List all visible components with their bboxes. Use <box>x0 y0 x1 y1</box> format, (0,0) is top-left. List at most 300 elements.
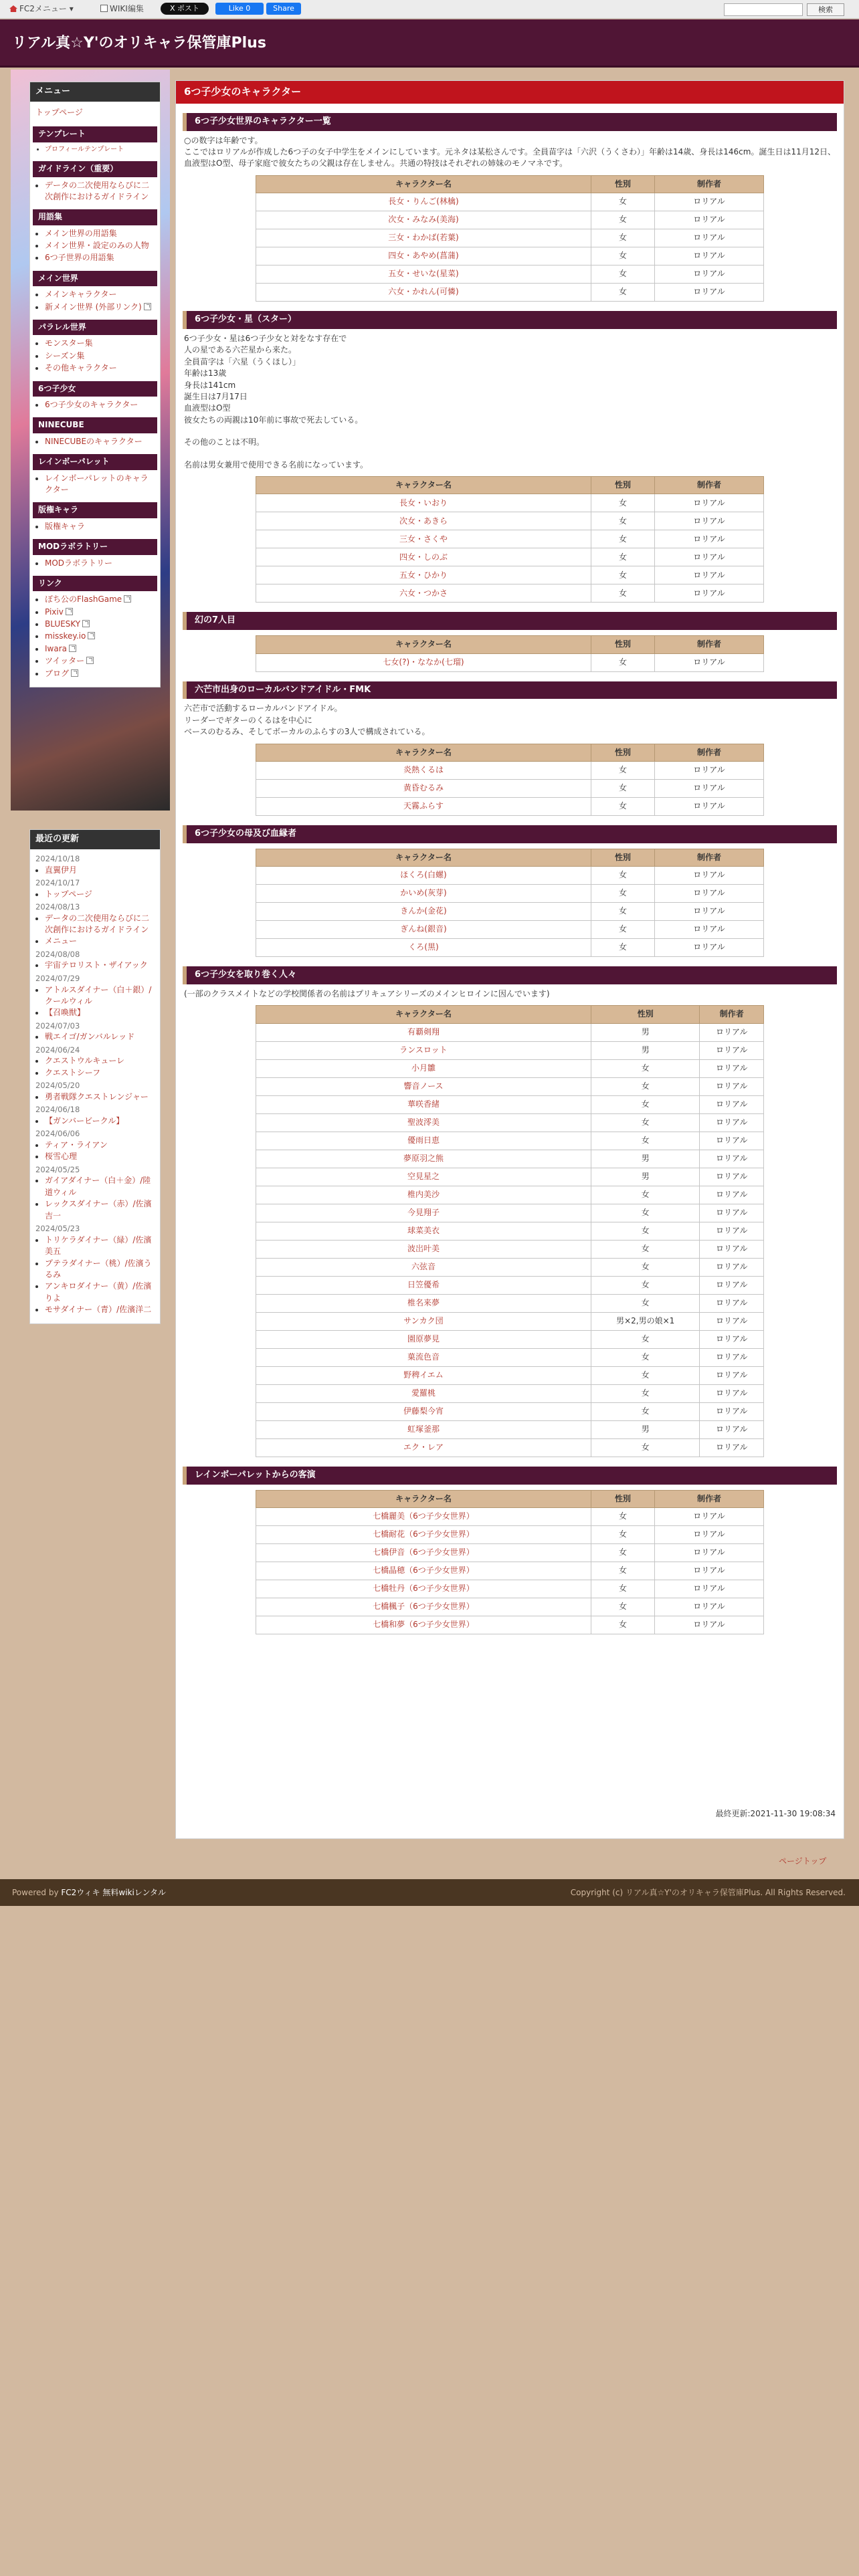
menu-item <box>45 252 156 263</box>
creator-cell: ロリアル <box>655 548 764 566</box>
character-link[interactable]: 七橋楓子（6つ子少女世界） <box>373 1602 474 1612</box>
table-header-row <box>256 476 764 494</box>
character-link[interactable]: ランスロット <box>399 1045 448 1055</box>
recent-link[interactable]: ガイアダイナー（白＋金）/陸道ウィル <box>45 1176 151 1197</box>
character-link[interactable]: 六女・かれん(可憐) <box>388 287 459 297</box>
character-link[interactable]: 菓流色音 <box>407 1352 440 1362</box>
character-link[interactable]: 天霧ふらす <box>403 801 444 811</box>
table-row <box>256 1132 764 1150</box>
gender-cell: 男 <box>591 1023 700 1041</box>
table-row <box>256 548 764 566</box>
character-name-cell <box>256 1562 591 1580</box>
character-name-cell <box>256 1240 591 1258</box>
menu-item <box>45 350 156 362</box>
character-link[interactable]: 椎内美沙 <box>407 1190 440 1200</box>
table-row <box>256 1150 764 1168</box>
menu-heading: メニュー <box>30 82 160 102</box>
creator-cell: ロリアル <box>655 265 764 284</box>
gender-cell: 女 <box>591 939 654 957</box>
menu-group-title: テンプレート <box>33 126 157 142</box>
character-table <box>256 1005 764 1457</box>
creator-cell: ロリアル <box>700 1222 764 1240</box>
menu-link[interactable]: モンスター集 <box>45 338 93 348</box>
recent-item <box>45 889 156 900</box>
character-link[interactable]: ほくろ(白螺) <box>400 870 447 880</box>
external-link-icon <box>144 303 151 310</box>
recent-link[interactable]: データの二次使用ならびに二次創作におけるガイドライン <box>45 913 150 935</box>
table-header: 性別 <box>591 175 654 193</box>
menu-link[interactable]: BLUESKY <box>45 619 81 629</box>
character-link[interactable]: くろ(黒) <box>408 942 439 952</box>
character-link[interactable]: 今見翔子 <box>407 1208 440 1218</box>
table-row <box>256 1526 764 1544</box>
character-name-cell <box>256 1616 591 1634</box>
table-header: キャラクター名 <box>256 849 591 866</box>
menu-link[interactable]: Pixiv <box>45 607 64 617</box>
character-link[interactable]: 七橋耐花（6つ子少女世界） <box>373 1529 474 1539</box>
recent-link[interactable]: クエストウルキューレ <box>45 1056 125 1066</box>
menu-item <box>45 228 156 239</box>
table-header-row <box>256 1006 764 1023</box>
wiki-icon <box>100 5 108 12</box>
gender-cell: 女 <box>591 1438 700 1457</box>
recent-items <box>30 913 160 948</box>
table-row <box>256 193 764 211</box>
external-link-icon <box>71 669 78 677</box>
table-header: キャラクター名 <box>256 1006 591 1023</box>
creator-cell: ロリアル <box>655 1544 764 1562</box>
character-table <box>256 849 764 957</box>
character-link[interactable]: 三女・さくや <box>399 534 448 544</box>
recent-item <box>45 1007 156 1018</box>
gender-cell: 女 <box>591 903 654 921</box>
gender-cell: 女 <box>591 867 654 885</box>
menu-link[interactable]: プロフィールテンプレート <box>45 145 124 153</box>
character-name-cell <box>256 1402 591 1420</box>
section-heading: 6つ子少女の母及び血縁者 <box>183 825 837 843</box>
table-row <box>256 1023 764 1041</box>
creator-cell: ロリアル <box>700 1258 764 1276</box>
recent-link[interactable]: プテラダイナー（桃）/佐濱うるみ <box>45 1258 152 1279</box>
table-row <box>256 1508 764 1526</box>
table-row <box>256 1366 764 1384</box>
table-row <box>256 1204 764 1222</box>
gender-cell: 男 <box>591 1150 700 1168</box>
character-name-cell <box>256 1258 591 1276</box>
menu-link[interactable]: メイン世界の用語集 <box>45 228 117 238</box>
character-link[interactable]: 響音ノース <box>403 1081 444 1091</box>
facebook-share-button[interactable]: Share <box>266 3 301 15</box>
creator-cell: ロリアル <box>655 512 764 530</box>
character-link[interactable]: 六女・つかさ <box>399 588 448 598</box>
section-heading: 幻の7人目 <box>183 612 837 630</box>
character-link[interactable]: 炎熱くるは <box>403 765 444 775</box>
character-link[interactable]: 五女・せいな(星菜) <box>388 269 459 279</box>
character-link[interactable]: 四女・あやめ(菖蒲) <box>388 251 459 261</box>
character-name-cell <box>256 1168 591 1186</box>
last-updated: 最終更新:2021-11-30 19:08:34 <box>715 1808 836 1818</box>
recent-date: 2024/07/29 <box>35 973 80 983</box>
fc2-menu[interactable] <box>9 3 74 15</box>
character-name-cell <box>256 1544 591 1562</box>
recent-item <box>45 1140 156 1151</box>
external-link-icon <box>86 657 94 664</box>
character-name-cell <box>256 1598 591 1616</box>
table-header: 性別 <box>591 1006 700 1023</box>
character-name-cell <box>256 653 591 671</box>
character-link[interactable]: 伊藤梨今宵 <box>403 1406 444 1416</box>
recent-date: 2024/10/17 <box>35 877 80 887</box>
character-link[interactable]: 長女・りんご(林檎) <box>388 197 459 207</box>
recent-link[interactable]: ティア・ライアン <box>45 1140 108 1150</box>
character-link[interactable]: 七女(?)・ななか(七瑠) <box>383 657 464 667</box>
character-link[interactable]: 野稗イエム <box>403 1370 444 1380</box>
creator-cell: ロリアル <box>700 1023 764 1041</box>
menu-link[interactable]: レインボーパレットのキャラクター <box>45 473 149 494</box>
recent-item <box>45 1091 156 1103</box>
menu-top-link[interactable]: トップページ <box>35 107 83 117</box>
text-line: リーダーでギターのくるはを中心に <box>184 715 312 725</box>
section-text <box>176 135 844 170</box>
table-row <box>256 903 764 921</box>
recent-link[interactable]: 【ガンバービークル】 <box>45 1115 124 1125</box>
text-line: ○の数字は年齢です。 <box>184 135 263 145</box>
menu-group-title: レインボーパレット <box>33 454 157 469</box>
table-header: 制作者 <box>655 636 764 653</box>
gender-cell: 女 <box>591 1598 654 1616</box>
table-row <box>256 1348 764 1366</box>
recent-items <box>30 984 160 1019</box>
footer-brand-link[interactable]: FC2ウィキ 無料wikiレンタル <box>61 1888 167 1897</box>
character-link[interactable]: 次女・あきら <box>399 516 448 526</box>
table-row <box>256 921 764 939</box>
fc2-menu-label: FC2メニュー ▾ <box>19 4 74 13</box>
character-link[interactable]: 日笠優希 <box>407 1280 440 1290</box>
menu-group-list <box>30 228 160 264</box>
creator-cell: ロリアル <box>655 530 764 548</box>
gender-cell: 女 <box>591 1077 700 1095</box>
text-line: 人の星である六芒星から来た。 <box>184 345 297 355</box>
recent-link[interactable]: アンキロダイナー（黄）/佐濱りよ <box>45 1281 152 1303</box>
character-name-cell <box>256 1186 591 1204</box>
character-link[interactable]: サンカク団 <box>403 1316 444 1326</box>
recent-link[interactable]: トップページ <box>45 889 92 899</box>
character-link[interactable]: 七橋麗美（6つ子少女世界） <box>373 1511 474 1521</box>
recent-list <box>30 853 160 1316</box>
character-link[interactable]: ぎんね(銀音) <box>400 924 447 934</box>
character-link[interactable]: 華咲香緒 <box>407 1099 440 1109</box>
creator-cell: ロリアル <box>655 229 764 247</box>
table-row <box>256 1222 764 1240</box>
menu-link[interactable]: メイン世界・設定のみの人物 <box>45 241 149 251</box>
gender-cell: 女 <box>591 1113 700 1132</box>
table-header-row <box>256 744 764 761</box>
recent-item <box>45 1055 156 1067</box>
character-name-cell <box>256 265 591 284</box>
x-post-button[interactable]: X ポスト <box>161 3 209 15</box>
text-line: 血液型はO型 <box>184 403 231 413</box>
creator-cell: ロリアル <box>700 1113 764 1132</box>
character-link[interactable]: 小月雛 <box>411 1063 436 1073</box>
recent-heading: 最近の更新 <box>30 830 160 849</box>
creator-cell: ロリアル <box>700 1330 764 1348</box>
menu-group-title: NINECUBE <box>33 417 157 433</box>
table-row <box>256 1420 764 1438</box>
menu-group-list <box>30 594 160 679</box>
table-row <box>256 885 764 903</box>
text-line <box>184 449 836 459</box>
table-row <box>256 211 764 229</box>
recent-items <box>30 1235 160 1316</box>
menu-link[interactable]: NINECUBEのキャラクター <box>45 436 142 446</box>
character-link[interactable]: 四女・しのぶ <box>399 552 448 562</box>
table-row <box>256 867 764 885</box>
gender-cell: 男 <box>591 1041 700 1059</box>
creator-cell: ロリアル <box>655 1526 764 1544</box>
menu-link[interactable]: MODラボラトリー <box>45 558 113 568</box>
character-name-cell <box>256 1526 591 1544</box>
menu-link[interactable]: misskey.io <box>45 631 86 641</box>
menu-link[interactable]: ツイッター <box>45 656 85 666</box>
menu-link[interactable]: データの二次使用ならびに二次創作におけるガイドライン <box>45 180 150 201</box>
gender-cell: 女 <box>591 1384 700 1402</box>
character-link[interactable]: 七橋和夢（6つ子少女世界） <box>373 1620 474 1630</box>
creator-cell: ロリアル <box>700 1366 764 1384</box>
gender-cell: 女 <box>591 584 654 603</box>
recent-link[interactable]: モサダイナー（青）/佐濱洋二 <box>45 1305 152 1315</box>
gender-cell: 女 <box>591 653 654 671</box>
character-link[interactable]: 虹塚釜那 <box>407 1424 440 1434</box>
creator-cell: ロリアル <box>700 1348 764 1366</box>
table-row <box>256 229 764 247</box>
gender-cell: 女 <box>591 566 654 584</box>
table-header-row <box>256 1490 764 1507</box>
search-input[interactable] <box>724 3 803 16</box>
character-link[interactable]: 球菜美衣 <box>407 1226 440 1236</box>
character-name-cell <box>256 1113 591 1132</box>
table-row <box>256 247 764 265</box>
recent-link[interactable]: 桜雪心理 <box>45 1152 78 1162</box>
recent-link[interactable]: アトルスダイナー（白＋銀）/クールウィル <box>45 984 152 1006</box>
gender-cell: 女 <box>591 211 654 229</box>
character-link[interactable]: 長女・いおり <box>399 498 448 508</box>
menu-item <box>45 362 156 374</box>
character-name-cell <box>256 1023 591 1041</box>
menu-link[interactable]: 6つ子世界の用語集 <box>45 253 114 263</box>
menu-item <box>45 521 156 532</box>
text-line <box>184 426 836 437</box>
table-row <box>256 584 764 603</box>
text-line: 誕生日は7月17日 <box>184 391 248 401</box>
wiki-edit-label: WIKI編集 <box>110 4 144 13</box>
recent-item <box>45 1151 156 1162</box>
table-row <box>256 1312 764 1330</box>
character-name-cell <box>256 530 591 548</box>
character-name-cell <box>256 1077 591 1095</box>
menu-group-list <box>30 338 160 374</box>
gender-cell: 女 <box>591 284 654 302</box>
menu-link[interactable]: Iwara <box>45 643 67 653</box>
character-link[interactable]: 五女・ひかり <box>399 570 448 580</box>
menu-item <box>45 558 156 569</box>
character-link[interactable]: きんか(金花) <box>400 906 447 916</box>
character-link[interactable]: 聖波澪美 <box>407 1117 440 1128</box>
menu-link[interactable]: その他キャラクター <box>45 363 117 373</box>
table-header: 制作者 <box>655 744 764 761</box>
character-name-cell <box>256 211 591 229</box>
menu-link[interactable]: 版権キャラ <box>45 521 86 531</box>
site-title[interactable]: リアル真☆Y'のオリキャラ保管庫Plus <box>12 35 266 51</box>
table-row <box>256 1580 764 1598</box>
creator-cell: ロリアル <box>655 284 764 302</box>
character-link[interactable]: 次女・みなみ(美海) <box>388 215 459 225</box>
menu-group-list <box>30 473 160 496</box>
table-row <box>256 939 764 957</box>
page-top-link[interactable]: ページトップ <box>779 1856 827 1866</box>
creator-cell: ロリアル <box>655 885 764 903</box>
character-name-cell <box>256 1366 591 1384</box>
menu-group-list <box>30 145 160 155</box>
character-link[interactable]: 七橋牡丹（6つ子少女世界） <box>373 1584 474 1594</box>
menu-group-title: メイン世界 <box>33 271 157 286</box>
section-text <box>176 703 844 738</box>
recent-date: 2024/08/13 <box>35 901 80 911</box>
menu-group-list <box>30 521 160 532</box>
menu-item <box>45 631 156 642</box>
character-name-cell <box>256 548 591 566</box>
creator-cell: ロリアル <box>655 1616 764 1634</box>
recent-item <box>45 1115 156 1127</box>
character-table <box>256 476 764 603</box>
recent-item <box>45 1235 156 1258</box>
recent-item <box>45 960 156 971</box>
menu-link[interactable]: シーズン集 <box>45 350 85 360</box>
character-link[interactable]: 園原夢見 <box>407 1334 440 1344</box>
table-row <box>256 1402 764 1420</box>
main-content <box>175 80 844 1839</box>
character-name-cell <box>256 1508 591 1526</box>
gender-cell: 女 <box>591 1562 654 1580</box>
character-name-cell <box>256 797 591 815</box>
menu-link[interactable]: ブログ <box>45 668 70 678</box>
character-name-cell <box>256 761 591 779</box>
character-name-cell <box>256 1294 591 1312</box>
recent-link[interactable]: 宇宙テロリスト・ザイアック <box>45 960 148 970</box>
character-name-cell <box>256 1312 591 1330</box>
table-row <box>256 1077 764 1095</box>
gender-cell: 女 <box>591 1095 700 1113</box>
table-row <box>256 779 764 797</box>
creator-cell: ロリアル <box>655 1508 764 1526</box>
gender-cell: 女 <box>591 1348 700 1366</box>
table-header: 性別 <box>591 744 654 761</box>
table-row <box>256 1562 764 1580</box>
section-text <box>176 333 844 471</box>
character-name-cell <box>256 494 591 512</box>
gender-cell: 女 <box>591 1240 700 1258</box>
text-line: 身長は141cm <box>184 380 236 390</box>
character-name-cell <box>256 1384 591 1402</box>
character-link[interactable]: かいめ(灰芽) <box>400 888 447 898</box>
character-name-cell <box>256 512 591 530</box>
character-link[interactable]: 有覇剣翔 <box>407 1027 440 1037</box>
character-link[interactable]: 波岀叶美 <box>407 1244 440 1254</box>
menu-groups <box>30 126 160 679</box>
table-header: 性別 <box>591 1490 654 1507</box>
creator-cell: ロリアル <box>700 1095 764 1113</box>
character-name-cell <box>256 193 591 211</box>
table-row <box>256 284 764 302</box>
character-link[interactable]: 三女・わかば(若葉) <box>388 233 459 243</box>
gender-cell: 女 <box>591 265 654 284</box>
facebook-like-button[interactable]: Like 0 <box>215 3 264 15</box>
menu-item <box>45 399 156 411</box>
recent-link[interactable]: レックスダイナー（赤）/佐濱吉一 <box>45 1199 152 1220</box>
creator-cell: ロリアル <box>700 1186 764 1204</box>
character-link[interactable]: 椎名来夢 <box>407 1298 440 1308</box>
menu-item <box>45 289 156 300</box>
recent-link[interactable]: トリケラダイナー（緑）/佐濱美五 <box>45 1235 152 1257</box>
character-link[interactable]: 六弦音 <box>411 1262 436 1272</box>
table-header: キャラクター名 <box>256 1490 591 1507</box>
wiki-edit-link[interactable] <box>100 3 144 15</box>
creator-cell: ロリアル <box>655 1562 764 1580</box>
menu-group-title: 版権キャラ <box>33 502 157 518</box>
footer-copyright: Copyright (c) リアル真☆Y'のオリキャラ保管庫Plus. All Rights Reserved. <box>570 1888 846 1897</box>
table-header: 性別 <box>591 476 654 494</box>
sidebar-menu <box>29 82 161 687</box>
gender-cell: 女 <box>591 1616 654 1634</box>
character-name-cell <box>256 885 591 903</box>
recent-link[interactable]: 【召喚獣】 <box>45 1008 86 1018</box>
recent-date: 2024/05/23 <box>35 1224 80 1234</box>
recent-link[interactable]: 戦エイゴ/ガンバルレッド <box>45 1032 135 1042</box>
recent-item <box>45 913 156 936</box>
menu-link[interactable]: ぼち公のFlashGame <box>45 595 122 605</box>
character-link[interactable]: エク・レア <box>403 1442 444 1453</box>
character-link[interactable]: 黄昏むるみ <box>403 783 444 793</box>
gender-cell: 女 <box>591 1526 654 1544</box>
recent-link[interactable]: 勇者戦隊クエストレンジャー <box>45 1091 149 1101</box>
menu-link[interactable]: 新メイン世界 (外部リンク) <box>45 302 142 312</box>
character-link[interactable]: 七橋晶穂（6つ子少女世界） <box>373 1566 474 1576</box>
creator-cell: ロリアル <box>655 761 764 779</box>
table-row <box>256 530 764 548</box>
recent-item <box>45 1067 156 1079</box>
recent-link[interactable]: クエストシーフ <box>45 1067 101 1077</box>
recent-link[interactable]: 直翼伊月 <box>45 865 78 875</box>
table-header: キャラクター名 <box>256 476 591 494</box>
menu-group-title: パラレル世界 <box>33 320 157 335</box>
character-link[interactable]: 優雨日恵 <box>407 1136 440 1146</box>
search-button[interactable]: 検索 <box>807 3 844 16</box>
recent-link[interactable]: メニュー <box>45 936 78 946</box>
character-link[interactable]: 七橋伊音（6つ子少女世界） <box>373 1547 474 1558</box>
creator-cell: ロリアル <box>655 247 764 265</box>
creator-cell: ロリアル <box>700 1132 764 1150</box>
character-link[interactable]: 愛羅桃 <box>411 1388 436 1398</box>
character-link[interactable]: 夢原羽之熊 <box>403 1154 444 1164</box>
menu-link[interactable]: 6つ子少女のキャラクター <box>45 399 138 409</box>
character-link[interactable]: 空見星之 <box>407 1172 440 1182</box>
creator-cell: ロリアル <box>700 1240 764 1258</box>
table-row <box>256 1544 764 1562</box>
character-table <box>256 635 764 671</box>
menu-item <box>45 594 156 605</box>
menu-link[interactable]: メインキャラクター <box>45 290 117 300</box>
recent-item <box>45 1304 156 1315</box>
table-row <box>256 512 764 530</box>
